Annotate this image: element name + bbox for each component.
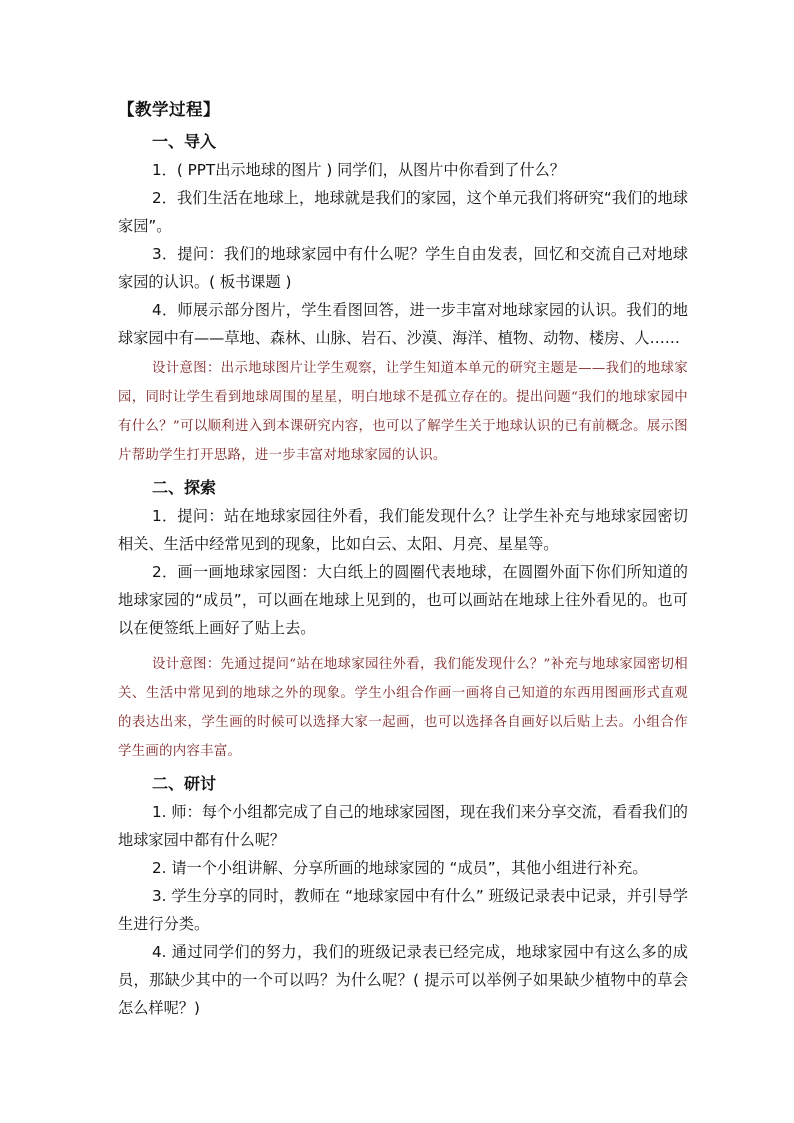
- intro-paragraph-1: 1．( PPT出示地球的图片 ) 同学们，从图片中你看到了什么？: [152, 161, 565, 179]
- page-title: 【教学过程】: [118, 100, 220, 119]
- lesson-plan-page: [118, 96, 688, 1022]
- section-intro: [118, 128, 688, 470]
- discuss-paragraph-4: 4. 通过同学们的努力，我们的班级记录表已经完成，地球家园中有这么多的成员，那缺少其中的一个可以吗？为什么呢？( 提示可以举例子如果缺少植物中的草会怎么样呢？): [118, 943, 688, 1017]
- explore-design-note: 设计意图：先通过提问“站在地球家园往外看，我们能发现什么？”补充与地球家园密切相关、生活中常见到的地球之外的现象。学生小组合作画一画将自己知道的东西用图画形式直观的表达出来，学生画的时候可以选择大家一起画，也可以选择各自画好以后贴上去。小组合作学生画的内容丰富。: [118, 657, 688, 759]
- section-heading-discuss: 二、研讨: [152, 774, 217, 793]
- intro-paragraph-2: 2．我们生活在地球上，地球就是我们的家园，这个单元我们将研究“我们的地球家园”。: [118, 189, 688, 235]
- section-explore: [118, 474, 688, 766]
- discuss-paragraph-1: 1. 师：每个小组都完成了自己的地球家园图，现在我们来分享交流，看看我们的地球家园中都有什么呢？: [118, 803, 688, 849]
- explore-paragraph-1: 1．提问：站在地球家园往外看，我们能发现什么？让学生补充与地球家园密切相关、生活中经常见到的现象，比如白云、太阳、月亮、星星等。: [118, 507, 688, 553]
- intro-paragraph-3: 3．提问：我们的地球家园中有什么呢？学生自由发表，回忆和交流自己对地球家园的认识。( 板书课题 ): [118, 245, 688, 291]
- intro-paragraph-4: 4．师展示部分图片，学生看图回答，进一步丰富对地球家园的认识。我们的地球家园中有——草地、森林、山脉、岩石、沙漠、海洋、植物、动物、楼房、人……: [118, 301, 688, 347]
- section-heading-intro: 一、导入: [152, 132, 217, 151]
- section-discuss: [118, 770, 688, 1022]
- discuss-paragraph-2: 2. 请一个小组讲解、分享所画的地球家园的 “成员”，其他小组进行补充。: [152, 859, 648, 877]
- section-heading-explore: 二、探索: [152, 478, 217, 497]
- intro-design-note: 设计意图：出示地球图片让学生观察，让学生知道本单元的研究主题是——我们的地球家园，同时让学生看到地球周围的星星，明白地球不是孤立存在的。提出问题“我们的地球家园中有什么？”可以顺利进入到本课研究内容，也可以了解学生关于地球认识的已有前概念。展示图片帮助学生打开思路，进一步丰富对地球家园的认识。: [118, 361, 688, 463]
- discuss-paragraph-3: 3. 学生分享的同时，教师在 “地球家园中有什么” 班级记录表中记录，并引导学生进行分类。: [118, 887, 688, 933]
- explore-paragraph-2: 2．画一画地球家园图：大白纸上的圆圈代表地球，在圆圈外面下你们所知道的地球家园的“成员”，可以画在地球上见到的，也可以画站在地球上往外看见的。也可以在便签纸上画好了贴上去。: [118, 563, 688, 637]
